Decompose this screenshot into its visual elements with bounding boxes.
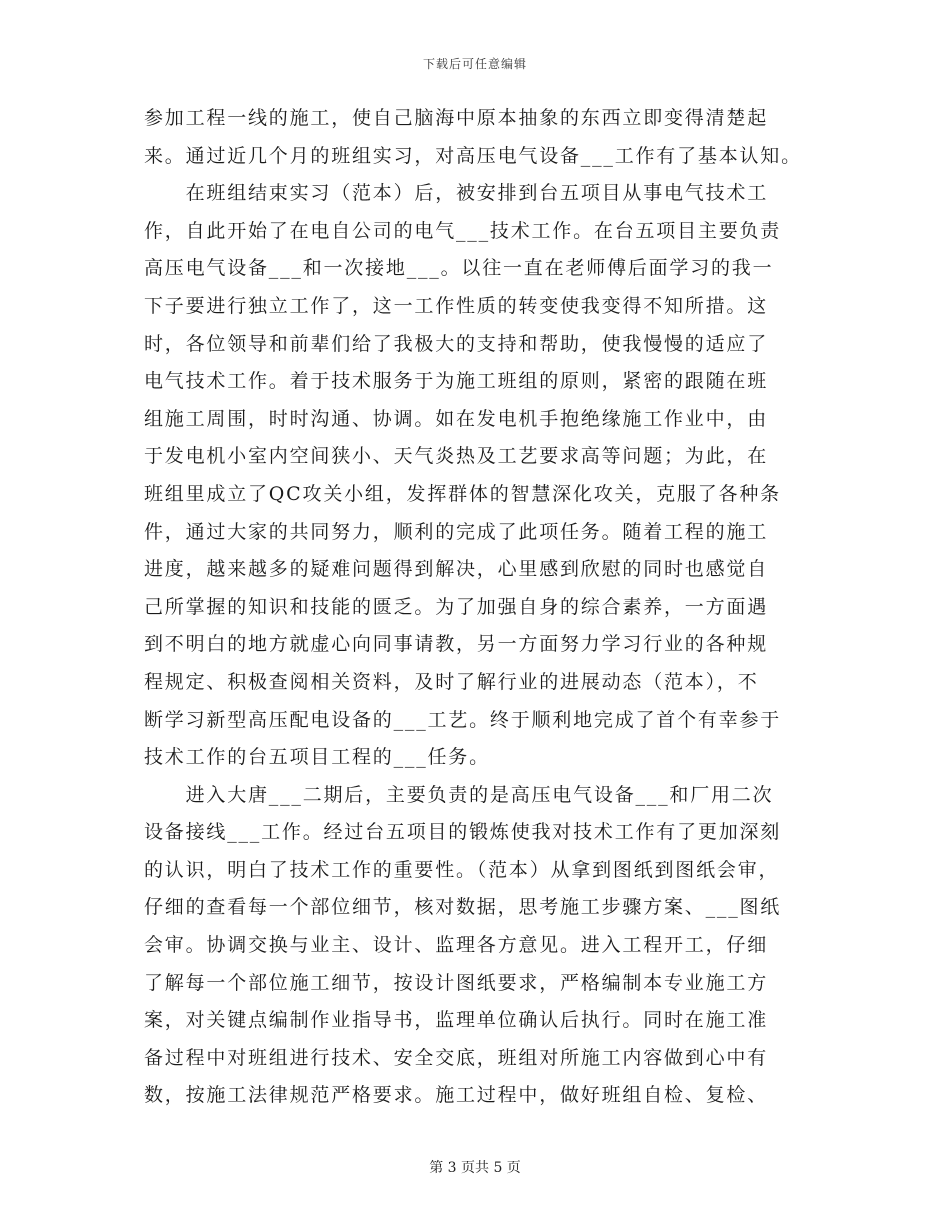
text-line: 案，对关键点编制作业指导书，监理单位确认后执行。同时在施工准 (144, 1009, 769, 1032)
text-line: 来。通过近几个月的班组实习，对高压电气设备___工作有了基本认知。 (144, 144, 802, 167)
text-line: 参加工程一线的施工，使自己脑海中原本抽象的东西立即变得清楚起 (144, 107, 769, 129)
text-line: 于发电机小室内空间狭小、天气炎热及工艺要求高等问题；为此，在 (144, 445, 769, 468)
text-line: 在班组结束实习（范本）后，被安排到台五项目从事电气技术工 (144, 182, 769, 205)
page-footer: 第 3 页共 5 页 (429, 1160, 521, 1176)
text-line: 己所掌握的知识和技能的匮乏。为了加强自身的综合素养，一方面遇 (144, 595, 769, 618)
text-line: 的认识，明白了技术工作的重要性。（范本）从拿到图纸到图纸会审， (144, 858, 780, 881)
text-line: 会审。协调交换与业主、设计、监理各方意见。进入工程开工，仔细 (144, 934, 769, 957)
page-header: 下载后可任意编辑 (422, 57, 527, 71)
text-line: 时，各位领导和前辈们给了我极大的支持和帮助，使我慢慢的适应了 (144, 332, 769, 355)
text-line: 下子要进行独立工作了，这一工作性质的转变使我变得不知所措。这 (144, 294, 769, 317)
text-line: 电气技术工作。着于技术服务于为施工班组的原则，紧密的跟随在班 (144, 370, 769, 393)
text-line: 进入大唐___二期后，主要负责的是高压电气设备___和厂用二次 (144, 783, 774, 806)
text-line: 技术工作的台五项目工程的___任务。 (144, 746, 490, 769)
text-line: 了解每一个部位施工细节，按设计图纸要求，严格编制本专业施工方 (144, 971, 769, 994)
text-line: 件，通过大家的共同努力，顺利的完成了此项任务。随着工程的施工 (144, 520, 769, 543)
body-text (144, 100, 814, 1115)
text-line: 高压电气设备___和一次接地___。以往一直在老师傅后面学习的我一 (144, 257, 774, 280)
text-line: 断学习新型高压配电设备的___工艺。终于顺利地完成了首个有幸参于 (144, 708, 782, 731)
text-line: 设备接线___工作。经过台五项目的锻炼使我对技术工作有了更加深刻 (144, 821, 782, 844)
text-line: 组施工周围，时时沟通、协调。如在发电机手抱绝缘施工作业中，由 (144, 407, 769, 430)
text-line: 仔细的查看每一个部位细节，核对数据，思考施工步骤方案、___图纸 (144, 896, 782, 919)
text-line: 备过程中对班组进行技术、安全交底，班组对所施工内容做到心中有 (144, 1046, 769, 1069)
text-line: 到不明白的地方就虚心向同事请教，另一方面努力学习行业的各种规 (144, 633, 769, 656)
text-line: 班组里成立了QC攻关小组，发挥群体的智慧深化攻关，克服了各种条 (144, 482, 781, 505)
text-line: 数，按施工法律规范严格要求。施工过程中，做好班组自检、复检、 (144, 1084, 769, 1107)
text-line: 作，自此开始了在电自公司的电气___技术工作。在台五项目主要负责 (144, 219, 782, 242)
text-line: 程规定、积极查阅相关资料，及时了解行业的进展动态（范本），不 (144, 670, 759, 693)
text-line: 进度，越来越多的疑难问题得到解决，心里感到欣慰的同时也感觉自 (144, 558, 769, 581)
